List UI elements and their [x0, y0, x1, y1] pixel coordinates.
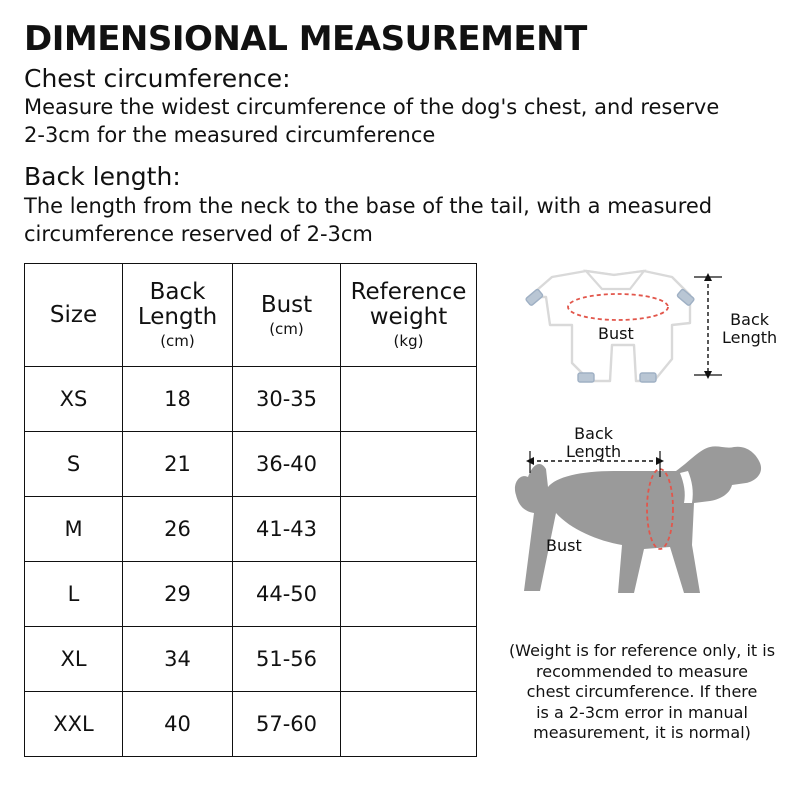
- table-header-row: [25, 264, 477, 367]
- header-bust: [233, 264, 341, 367]
- table-row: [25, 562, 477, 627]
- garment-back-length-label: [722, 311, 777, 346]
- cell-back-length: 21: [123, 432, 233, 497]
- cell-size: M: [25, 497, 123, 562]
- cell-back-length: 18: [123, 367, 233, 432]
- cell-back-length: 29: [123, 562, 233, 627]
- header-back-length: [123, 264, 233, 367]
- cell-reference-weight: [341, 562, 477, 627]
- cell-bust: 36-40: [233, 432, 341, 497]
- figures-area: [494, 263, 794, 763]
- header-back-length-label: Back Length: [137, 279, 218, 330]
- dog-back-length-label: [566, 425, 621, 460]
- header-reference-weight: [341, 264, 477, 367]
- section-chest: [24, 64, 776, 149]
- cell-bust: 57-60: [233, 692, 341, 757]
- dog-back-length-line2: Length: [566, 441, 622, 461]
- weight-note-line3: chest circumference. If there: [526, 682, 758, 702]
- cell-size: S: [25, 432, 123, 497]
- figure-dog: [494, 425, 794, 625]
- section-chest-line1: Measure the widest circumference of the dog's chest, and reserve: [24, 95, 720, 120]
- garment-back-length-line1: Back: [730, 310, 770, 330]
- section-back-line2: circumference reserved of 2-3cm: [24, 221, 373, 246]
- weight-note: [494, 641, 790, 743]
- weight-note-line1: (Weight is for reference only, it is: [508, 641, 776, 661]
- figure-garment: [494, 263, 794, 403]
- garment-bust-label: Bust: [598, 324, 634, 344]
- cell-reference-weight: [341, 497, 477, 562]
- cell-size: XS: [25, 367, 123, 432]
- dog-bust-label: Bust: [546, 536, 582, 556]
- cell-back-length: 40: [123, 692, 233, 757]
- size-table: [24, 263, 477, 757]
- section-chest-heading: Chest circumference:: [24, 63, 291, 93]
- cell-size: XL: [25, 627, 123, 692]
- garment-back-length-line2: Length: [722, 327, 778, 347]
- cell-back-length: 26: [123, 497, 233, 562]
- cell-bust: 44-50: [233, 562, 341, 627]
- dog-back-length-line1: Back: [574, 424, 614, 444]
- section-gap: [24, 148, 776, 158]
- table-row: [25, 627, 477, 692]
- section-back-heading: Back length:: [24, 162, 181, 192]
- cell-reference-weight: [341, 432, 477, 497]
- weight-note-line4: is a 2-3cm error in manual: [536, 702, 748, 722]
- section-back: [24, 162, 776, 247]
- header-bust-unit: (cm): [269, 319, 304, 338]
- section-chest-line2: 2-3cm for the measured circumference: [24, 122, 436, 147]
- header-size-label: Size: [49, 302, 98, 329]
- cell-bust: 41-43: [233, 497, 341, 562]
- header-reference-weight-unit: (kg): [393, 331, 424, 350]
- cell-size: L: [25, 562, 123, 627]
- cell-bust: 30-35: [233, 367, 341, 432]
- cell-back-length: 34: [123, 627, 233, 692]
- cell-bust: 51-56: [233, 627, 341, 692]
- weight-note-line2: recommended to measure: [536, 661, 748, 681]
- cell-reference-weight: [341, 367, 477, 432]
- table-row: [25, 497, 477, 562]
- header-reference-weight-label: Reference weight: [350, 279, 467, 330]
- size-table-wrap: [24, 263, 476, 757]
- section-back-line1: The length from the neck to the base of the tail, with a measured: [24, 193, 713, 218]
- dog-illustration: [494, 425, 794, 625]
- table-row: [25, 692, 477, 757]
- weight-note-line5: measurement, it is normal): [533, 723, 751, 742]
- page-title: DIMENSIONAL MEASUREMENT: [24, 19, 587, 59]
- header-size: [25, 264, 123, 367]
- cell-reference-weight: [341, 627, 477, 692]
- header-back-length-unit: (cm): [160, 331, 195, 350]
- content-area: [24, 263, 776, 763]
- header-bust-label: Bust: [260, 291, 313, 318]
- table-row: [25, 432, 477, 497]
- cell-size: XXL: [25, 692, 123, 757]
- cell-reference-weight: [341, 692, 477, 757]
- table-row: [25, 367, 477, 432]
